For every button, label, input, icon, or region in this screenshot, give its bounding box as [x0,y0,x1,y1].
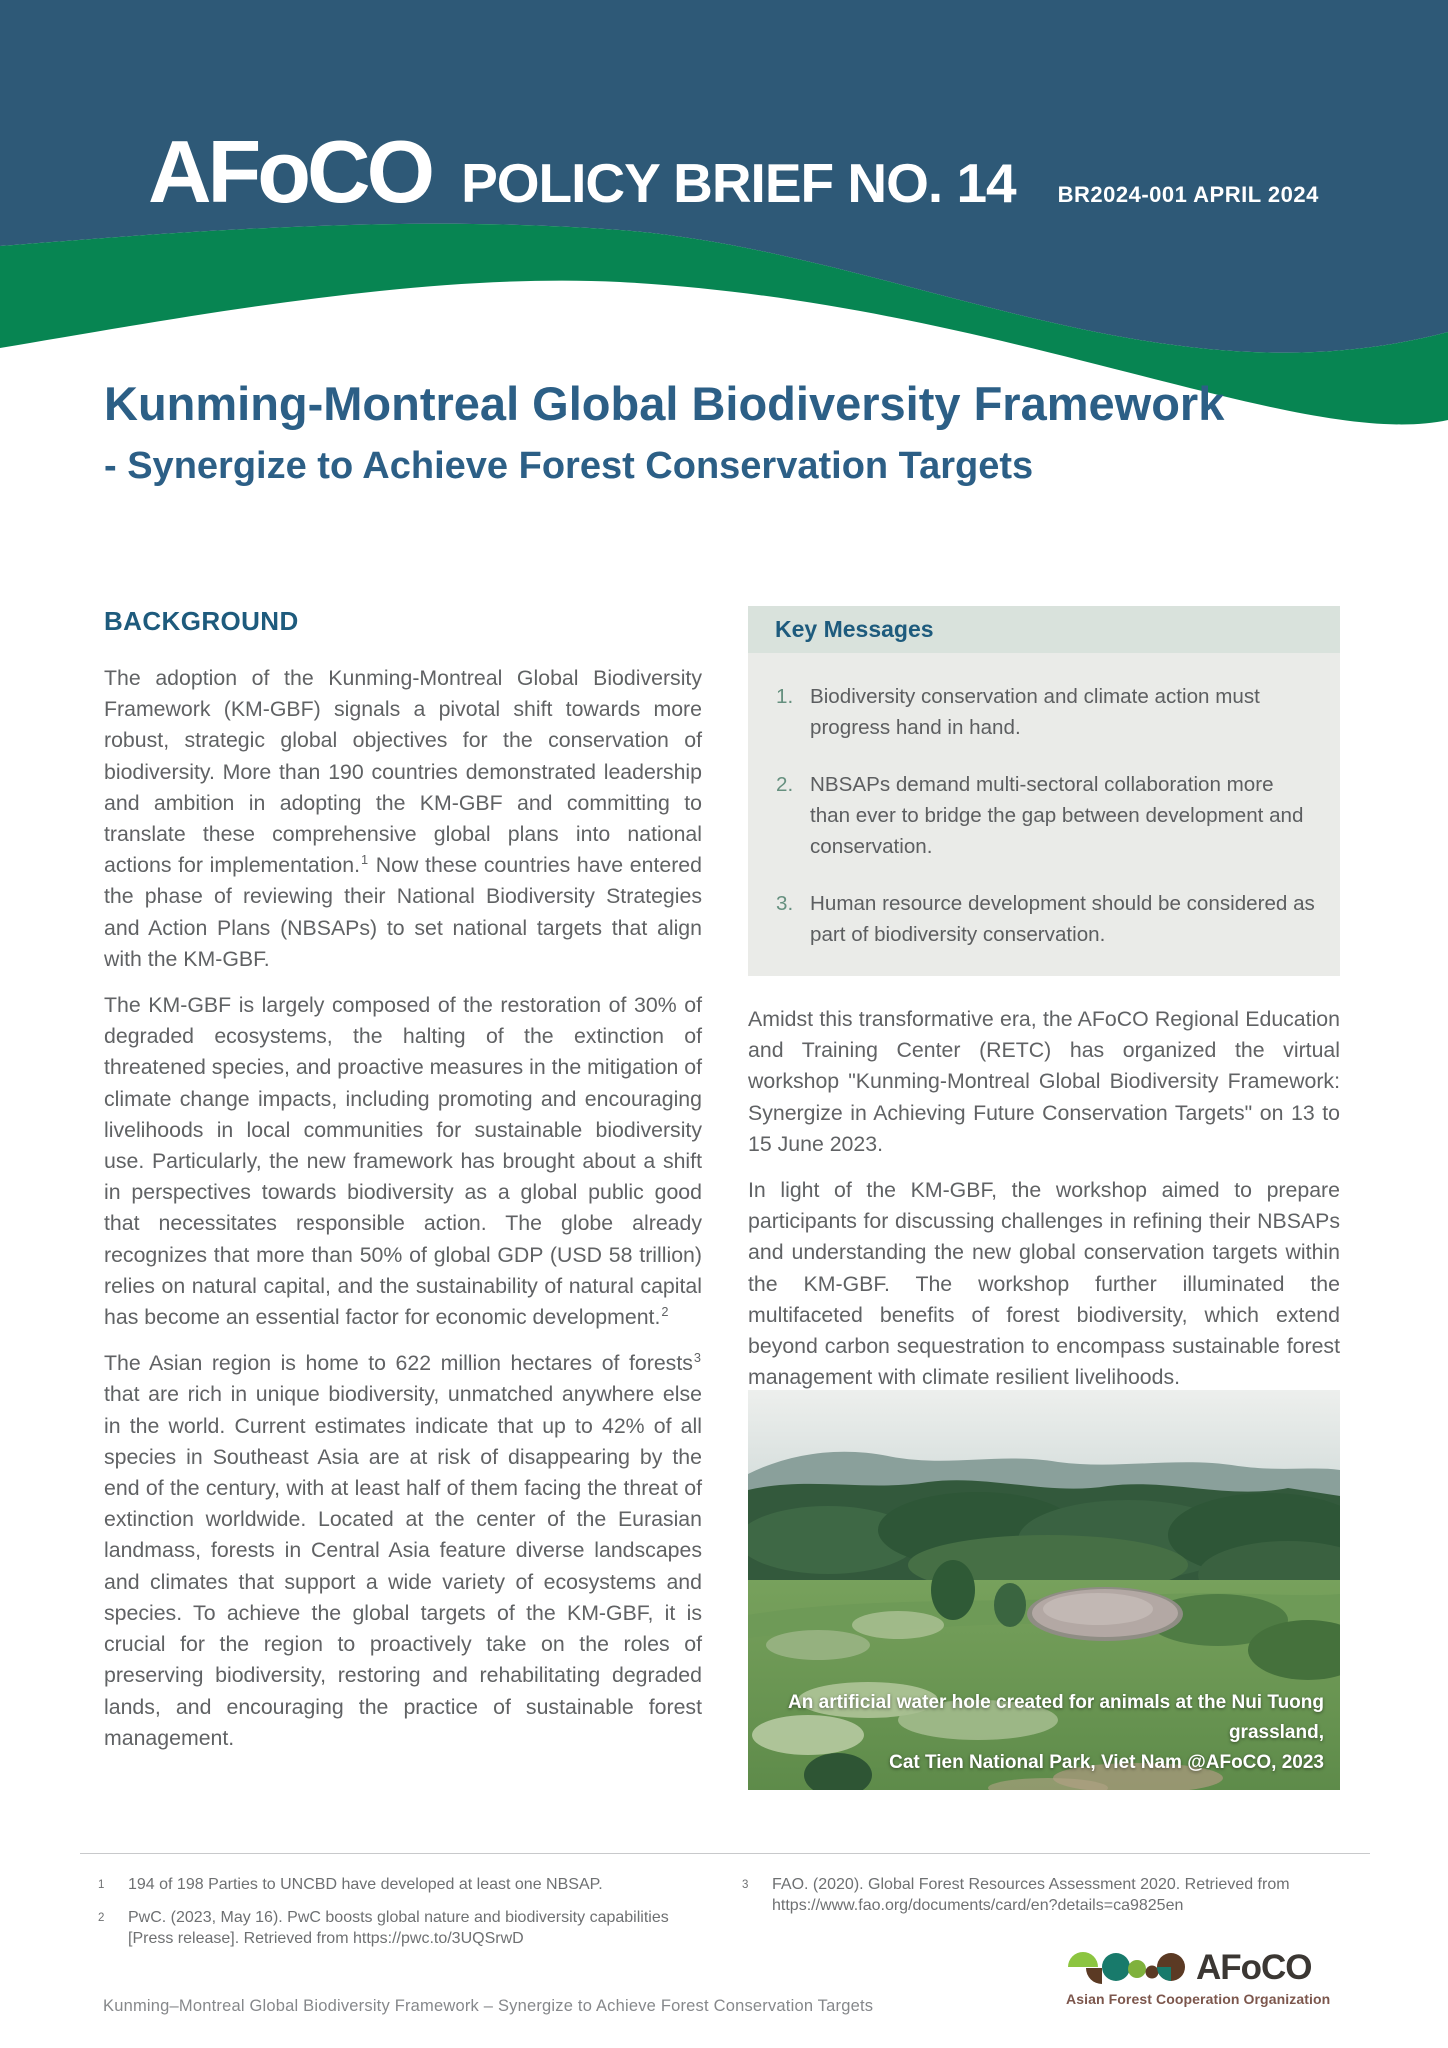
footer-logo [1066,1950,1336,2007]
right-paragraphs [748,1004,1340,1393]
key-message-item [776,888,1316,950]
body-paragraph: In light of the KM-GBF, the workshop aimed to prepare participants for discussing challenges in refining their NBSAPs and understanding the new global conservation targets within the KM-GBF. The workshop further illuminated the multifaceted benefits of forest biodiversity, which extend beyond carbon sequestration to encompass sustainable forest management with climate resilient livelihoods. [748,1178,1340,1390]
footnote [742,1874,1376,1916]
footnote-reference: 3 [693,1350,701,1366]
key-message-number: 1. [776,685,794,708]
background-paragraphs [104,663,702,1754]
title-line-1: Kunming-Montreal Global Biodiversity Framework [104,377,1225,430]
footnote [98,1874,710,1896]
photo-caption-line-2: Cat Tien National Park, Viet Nam @AFoCO, 2023 [889,1752,1324,1773]
afoco-logo-mark-icon [1066,1951,1188,1985]
footnotes-left [98,1874,710,1960]
key-message-item [776,769,1316,862]
key-message-text: NBSAPs demand multi-sectoral collaboration more than ever to bridge the gap between development and conservation. [810,773,1304,858]
footnote-text: PwC. (2023, May 16). PwC boosts global nature and biodiversity capabilities [Press release]. Retrieved from https://pwc.to/3UQSrwD [128,1909,669,1947]
background-paragraph: The Asian region is home to 622 million hectares of forests$^3$ that are rich in unique biodiversity, unmatched anywhere else in the world. Current estimates indicate that up to 42% of all species in Southeast Asia are at risk of disappearing by the end of the century, with at least half of them facing the threat of extinction worldwide. Located at the center of the Eurasian landmass, forests in Central Asia feature diverse landscapes and climates that support a wide variety of ecosystems and species. To achieve the global targets of the KM-GBF, it is crucial for the region to proactively take on the roles of preserving biodiversity, restoring and rehabilitating degraded lands, and encouraging the practice of sustainable forest management. [104,1350,702,1750]
header-content [148,122,1319,221]
footnote-divider [80,1853,1370,1854]
footnote-number: 3 [742,1879,749,1891]
footnote-reference: 2 [661,1303,669,1319]
footer-running-title: Kunming–Montreal Global Biodiversity Framework – Synergize to Achieve Forest Conservation Targets [103,1997,874,2015]
key-messages-box [748,606,1340,976]
footnote [98,1907,710,1949]
key-message-item [776,681,1316,743]
footnotes-right [742,1874,1376,1927]
title-line-2: - Synergize to Achieve Forest Conservation Targets [104,444,1034,487]
footnote-number: 2 [98,1912,105,1924]
key-message-number: 3. [776,892,794,915]
footnote-number: 1 [98,1879,105,1891]
document-title [104,378,1374,488]
left-column [104,606,702,1769]
footnote-text: 194 of 198 Parties to UNCBD have developed at least one NBSAP. [128,1876,603,1893]
photo-caption [748,1688,1324,1778]
right-column [748,606,1340,1806]
footer-logo-wordmark: AFoCO [1196,1948,1312,1987]
grassland-photo [748,1390,1340,1790]
key-message-text: Human resource development should be considered as part of biodiversity conservation. [810,892,1315,946]
brief-number-title: POLICY BRIEF NO. 14 [461,152,1016,214]
key-messages-heading: Key Messages [748,606,1340,653]
issue-code: BR2024-001 APRIL 2024 [1057,182,1319,207]
key-messages-list [748,653,1340,976]
footnote-reference: 1 [361,852,369,868]
photo-caption-line-1: An artificial water hole created for animals at the Nui Tuong grassland, [788,1692,1324,1743]
background-heading: BACKGROUND [104,606,299,636]
body-paragraph: Amidst this transformative era, the AFoCO Regional Education and Training Center (RETC) has organized the virtual workshop "Kunming-Montreal Global Biodiversity Framework: Synergize in Achieving Future Conservation Targets" on 13 to 15 June 2023. [748,1007,1340,1156]
afoco-header-logo: AFoCO [148,122,432,221]
footnote-text: FAO. (2020). Global Forest Resources Assessment 2020. Retrieved from https://www.fao.org/documents/card/en?details=ca9825en [772,1876,1290,1914]
footer-logo-subtitle: Asian Forest Cooperation Organization [1066,1991,1331,2007]
key-message-number: 2. [776,773,794,796]
background-paragraph: The adoption of the Kunming-Montreal Global Biodiversity Framework (KM-GBF) signals a pivotal shift towards more robust, strategic global objectives for the conservation of biodiversity. More than 190 countries demonstrated leadership and ambition in adopting the KM-GBF and committing to translate these comprehensive global plans into national actions for implementation.$^1$ Now these countries have entered the phase of reviewing their National Biodiversity Strategies and Action Plans (NBSAPs) to set national targets that align with the KM-GBF. [104,666,702,971]
key-message-text: Biodiversity conservation and climate action must progress hand in hand. [810,685,1260,739]
background-paragraph: The KM-GBF is largely composed of the restoration of 30% of degraded ecosystems, the halting of the extinction of threatened species, and proactive measures in the mitigation of climate change impacts, including promoting and encouraging livelihoods in local communities for sustainable biodiversity use. Particularly, the new framework has brought about a shift in perspectives towards biodiversity as a global public good that necessitates responsible action. The globe already recognizes that more than 50% of global GDP (USD 58 trillion) relies on natural capital, and the sustainability of natural capital has become an essential factor for economic development.$^2$ [104,993,702,1330]
footer-logo-row [1066,1950,1336,1985]
